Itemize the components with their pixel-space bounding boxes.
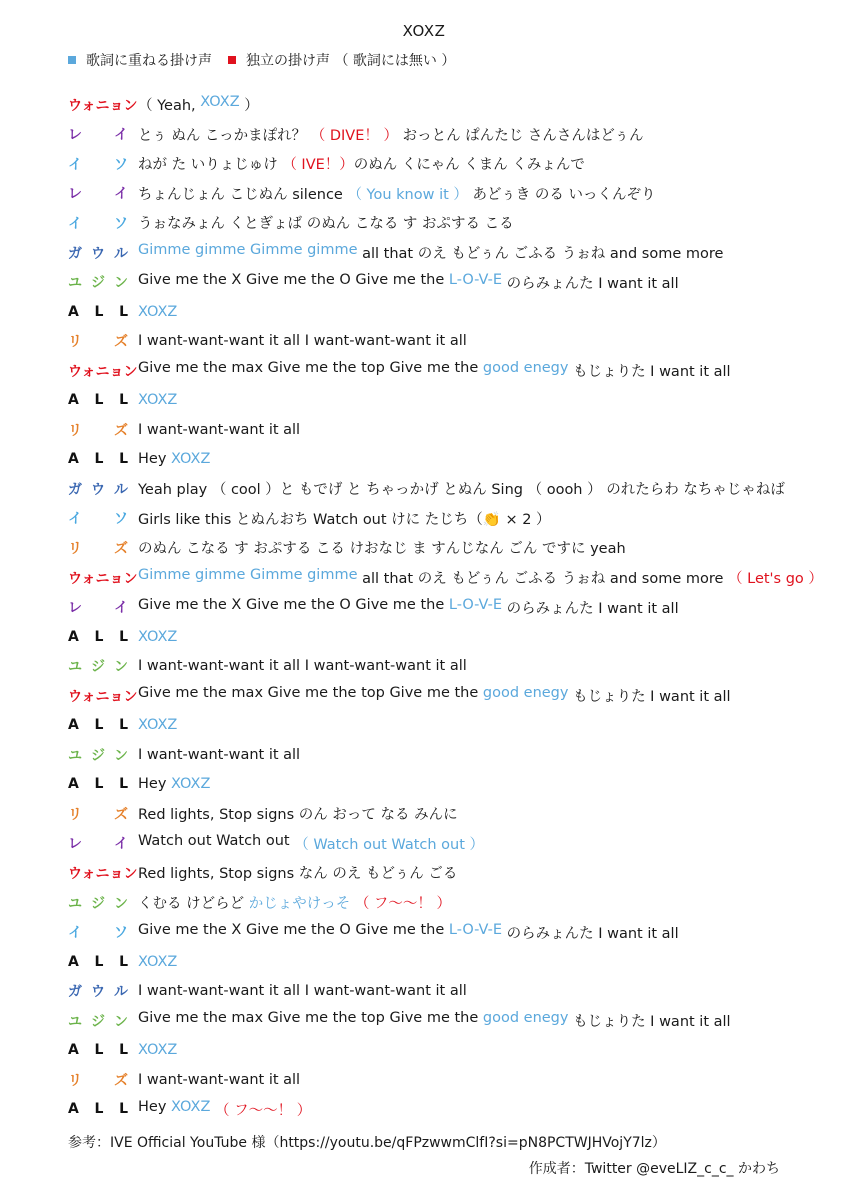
- lyric-line: [68, 326, 828, 356]
- lyric-segment: のらみょんた I want it all: [502, 600, 679, 617]
- lyric-segment: L-O-V-E: [448, 271, 502, 288]
- lyric-line: [68, 651, 828, 681]
- lyric-segment: ねが た いりょじゅけ: [138, 157, 283, 174]
- singer-name: イ ソ: [68, 156, 128, 173]
- singer-name: イ ソ: [68, 215, 128, 232]
- singer-name: ウォニョン: [68, 97, 138, 114]
- lyric-segment: Give me the max Give me the top Give me the: [138, 685, 483, 702]
- singer-name: レ イ: [68, 836, 128, 853]
- lyric-segment: おっとん ぱんたじ さんさんはどぅん: [398, 127, 644, 144]
- lyric-segment: L-O-V-E: [448, 921, 502, 938]
- lyric-segment: Girls like this とぬんおち Watch out けに たじち（👏 × 2 ）: [138, 511, 551, 528]
- singer-name: A L L: [68, 1101, 128, 1118]
- lyric-segment: もじょりた I want it all: [568, 364, 731, 381]
- lyric-segment: XOXZ: [171, 1098, 211, 1115]
- singer-name: A L L: [68, 1042, 128, 1059]
- singer-name: ウォニョン: [68, 688, 138, 705]
- lyric-segment: Watch out Watch out: [138, 832, 295, 849]
- lyric-line: [68, 238, 828, 268]
- lyric-line: [68, 1036, 828, 1066]
- singer-name: レ イ: [68, 186, 128, 203]
- singer-name: イ ソ: [68, 925, 128, 942]
- lyrics-list: [68, 90, 828, 1124]
- lyric-segment: （ IVE！）: [282, 157, 354, 174]
- lyric-segment: （ Yeah,: [138, 98, 201, 115]
- lyric-segment: XOXZ: [171, 451, 211, 468]
- lyric-segment: ちょんじょん こじぬん silence: [138, 186, 348, 203]
- lyric-segment: I want-want-want it all I want-want-want it all: [138, 333, 467, 350]
- singer-name: A L L: [68, 392, 128, 409]
- lyric-segment: Give me the X Give me the O Give me the: [138, 271, 449, 288]
- lyric-line: [68, 622, 828, 652]
- author-credit: 作成者：Twitter @eveLIZ_c_c_ かわち: [528, 1161, 780, 1177]
- singer-name: A L L: [68, 303, 128, 320]
- lyric-segment: I want-want-want it all I want-want-want it all: [138, 658, 467, 675]
- lyric-segment: かじょやけっそ: [248, 896, 351, 913]
- legend-blue-label: 歌詞に重ねる掛け声: [86, 53, 212, 69]
- lyric-segment: （ Let's go ）: [728, 571, 823, 588]
- lyric-line: [68, 976, 828, 1006]
- singer-name: レ イ: [68, 127, 128, 144]
- singer-name: ユ ジ ン: [68, 659, 128, 676]
- lyric-segment: XOXZ: [200, 94, 240, 111]
- singer-name: A L L: [68, 776, 128, 793]
- lyric-line: [68, 710, 828, 740]
- lyric-line: [68, 563, 828, 593]
- singer-name: ユ ジ ン: [68, 1013, 128, 1030]
- lyric-segment: XOXZ: [138, 392, 178, 409]
- singer-name: A L L: [68, 953, 128, 970]
- lyric-line: [68, 1006, 828, 1036]
- lyric-segment: all that のえ もどぅん ごふる うぉね and some more: [357, 246, 724, 262]
- singer-name: ユ ジ ン: [68, 747, 128, 764]
- singer-name: リ ズ: [68, 806, 128, 823]
- lyric-segment: I want-want-want it all: [138, 421, 301, 438]
- lyric-segment: XOXZ: [138, 1042, 178, 1059]
- lyric-line: [68, 947, 828, 977]
- singer-name: A L L: [68, 451, 128, 468]
- blue-square-icon: [68, 56, 76, 64]
- lyric-segment: とぅ ぬん こっかまぽれ？: [138, 127, 311, 144]
- lyric-segment: のぬん こなる す おぷする こる けおなじ ま すんじなん ごん ですに yeah: [138, 541, 626, 558]
- lyric-line: [68, 681, 828, 711]
- lyric-segment: XOXZ: [138, 628, 178, 645]
- lyric-line: [68, 208, 828, 238]
- lyric-segment: good enegy: [482, 685, 569, 702]
- lyric-segment: （ フ〜〜！ ）: [350, 896, 452, 913]
- lyric-segment: Yeah play （ cool ）と もでげ と ちゃっかげ とぬん Sing （ oooh ） のれたらわ なちゃじゃねば: [138, 482, 785, 499]
- singer-name: ユ ジ ン: [68, 275, 128, 292]
- lyric-segment: くむる けどらど: [138, 896, 249, 913]
- singer-name: リ ズ: [68, 334, 128, 351]
- lyric-line: [68, 504, 828, 534]
- singer-name: イ ソ: [68, 511, 128, 528]
- lyric-line: [68, 90, 828, 120]
- singer-name: A L L: [68, 717, 128, 734]
- lyric-segment: （ You know it ）: [347, 186, 468, 203]
- lyric-segment: もじょりた I want it all: [568, 1014, 731, 1031]
- lyric-segment: Gimme gimme Gimme gimme: [138, 242, 358, 258]
- lyric-line: [68, 385, 828, 415]
- lyric-segment: Gimme gimme Gimme gimme: [138, 567, 358, 584]
- singer-name: リ ズ: [68, 422, 128, 439]
- lyric-line: [68, 888, 828, 918]
- lyric-segment: のぬん くにゃん くまん くみょんで: [353, 157, 585, 174]
- singer-name: リ ズ: [68, 1072, 128, 1089]
- lyric-line: [68, 1095, 828, 1125]
- red-square-icon: [228, 56, 236, 64]
- lyric-segment: Hey: [138, 451, 172, 468]
- lyric-line: [68, 858, 828, 888]
- lyric-line: [68, 297, 828, 327]
- lyric-segment: のらみょんた I want it all: [502, 275, 679, 292]
- singer-name: ユ ジ ン: [68, 895, 128, 912]
- lyric-segment: L-O-V-E: [448, 596, 502, 613]
- lyric-segment: （ Watch out Watch out ）: [294, 836, 485, 853]
- lyric-segment: XOXZ: [171, 776, 211, 793]
- singer-name: ウォニョン: [68, 570, 138, 587]
- singer-name: レ イ: [68, 600, 128, 617]
- lyric-line: [68, 356, 828, 386]
- lyric-line: [68, 474, 828, 504]
- singer-name: ガ ウ ル: [68, 481, 128, 498]
- lyric-segment: Give me the max Give me the top Give me the: [138, 360, 483, 377]
- lyric-line: [68, 149, 828, 179]
- lyric-segment: good enegy: [482, 360, 569, 377]
- lyric-segment: Give me the X Give me the O Give me the: [138, 921, 449, 938]
- lyric-line: [68, 179, 828, 209]
- singer-name: A L L: [68, 628, 128, 645]
- legend: [68, 50, 455, 70]
- singer-name: ガ ウ ル: [68, 984, 128, 1001]
- singer-name: ウォニョン: [68, 363, 138, 380]
- lyric-line: [68, 1065, 828, 1095]
- lyric-segment: （ DIVE！ ）: [310, 127, 398, 144]
- lyric-segment: I want-want-want it all I want-want-want it all: [138, 983, 467, 1000]
- lyric-segment: もじょりた I want it all: [568, 689, 731, 706]
- lyric-line: [68, 533, 828, 563]
- lyric-segment: Hey: [138, 776, 172, 793]
- lyric-line: [68, 917, 828, 947]
- lyric-line: [68, 770, 828, 800]
- lyric-segment: うぉなみょん くとぎょば のぬん こなる す おぷする こる: [138, 216, 514, 233]
- singer-name: リ ズ: [68, 540, 128, 557]
- lyric-line: [68, 799, 828, 829]
- lyric-line: [68, 267, 828, 297]
- reference-note: 参考：IVE Official YouTube 様（https://youtu.be/qFPzwwmClfI?si=pN8PCTWJHVojY7lz）: [68, 1135, 666, 1151]
- lyric-line: [68, 120, 828, 150]
- lyric-segment: のらみょんた I want it all: [502, 925, 679, 942]
- lyric-line: [68, 592, 828, 622]
- lyric-segment: Red lights, Stop signs のん おって なる みんに: [138, 807, 458, 824]
- lyric-line: [68, 740, 828, 770]
- lyric-segment: Give me the X Give me the O Give me the: [138, 596, 449, 613]
- lyric-segment: Give me the max Give me the top Give me the: [138, 1010, 483, 1027]
- lyric-segment: good enegy: [482, 1010, 569, 1027]
- singer-name: ガ ウ ル: [68, 245, 128, 262]
- singer-name: ウォニョン: [68, 865, 138, 882]
- lyric-line: [68, 415, 828, 445]
- lyric-segment: all that のえ もどぅん ごふる うぉね and some more: [357, 571, 729, 588]
- lyric-line: [68, 445, 828, 475]
- lyric-segment: Red lights, Stop signs なん のえ もどぅん ごる: [138, 866, 458, 883]
- lyric-segment: （ フ〜〜！ ）: [210, 1102, 312, 1119]
- page-title: XOXZ: [402, 22, 446, 40]
- lyric-segment: あどぅき のる いっくんぞり: [467, 186, 656, 203]
- legend-red-label: 独立の掛け声 （ 歌詞には無い ）: [246, 53, 456, 69]
- lyric-segment: ）: [239, 98, 259, 115]
- lyric-segment: Hey: [138, 1098, 172, 1115]
- lyric-line: [68, 829, 828, 859]
- lyric-segment: I want-want-want it all: [138, 746, 301, 763]
- lyric-segment: XOXZ: [138, 717, 178, 734]
- lyric-segment: I want-want-want it all: [138, 1071, 301, 1088]
- lyric-segment: XOXZ: [138, 303, 178, 320]
- lyric-segment: XOXZ: [138, 953, 178, 970]
